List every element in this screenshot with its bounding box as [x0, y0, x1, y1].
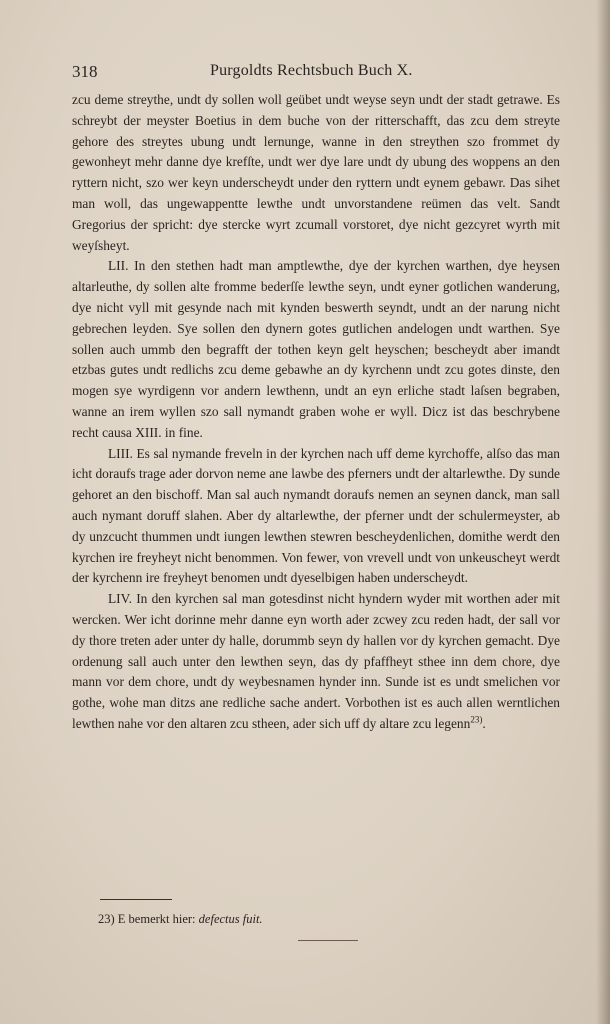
body-text: [72, 90, 560, 735]
paragraph-continuation: zcu deme streythe, undt dy sollen woll geübet undt weyse seyn undt der stadt getrawe. Es schreybt der meyster Boetius in dem buche von der ritterschafft, das zcu dem streyte gehore des streytes ubung undt lernunge, wanne in den streythen szo frommet dy gewonheyt mehr danne dye krefſte, undt wer dye lare undt dy ubung des woppens an den ryttern nicht, szo wer keyn underscheydt under den ryttern undt eynem gebawr. Das sihet man woll, das ungewappentte lewthe undt unvorstandene reümen das velt. Sandt Gregorius der spricht: dye stercke wyrt zcumall vorstoret, dye nicht gezcyret wyrth mit weyſsheyt.: [72, 92, 560, 253]
footnote-reference: 23): [470, 714, 483, 725]
footnote-label: 23) E bemerkt hier:: [98, 912, 196, 926]
footnote: [98, 912, 263, 927]
paragraph-liv-text: LIV. In den kyrchen sal man gotesdinst nicht hyndern wyder mit worthen ader mit wercken. Wer icht dorinne mehr danne eyn worth ader zcwey zcu reden hadt, der sall vor dy thore treten ader unter dy halle, dorummb seyn dy hallen vor dy kyrchen gemacht. Dye ordenung sall auch unter den lewthen seyn, das dy pfaffheyt sthee inn dem chore, dye mann vor dem chore, undt dy weybesnamen hynder inn. Sunde ist es undt smelichen vor gothe, wohe man ditzs ane redliche sache andert. Vorbothen ist es auch allen werntlichen lewthen nahe vor den altaren zcu stheen, ader sich uff dy altare zcu legenn: [72, 591, 560, 731]
page-header: [72, 62, 558, 86]
paragraph-liv: LIV. In den kyrchen sal man gotesdinst nicht hyndern wyder mit worthen ader mit wercken. Wer icht dorinne mehr danne eyn worth ader zcwey zcu reden hadt, der sall vor dy thore treten ader unter dy halle, dorummb seyn dy hallen vor dy kyrchen gemacht. Dye ordenung sall auch unter den lewthen seyn, das dy pfaffheyt sthee inn dem chore, dye mann vor dem chore, undt dy weybesnamen hynder inn. Sunde ist es undt smelichen vor gothe, wohe man ditzs ane redliche sache andert. Vorbothen ist es auch allen werntlichen lewthen nahe vor den altaren zcu stheen, ader sich uff dy altare zcu legenn$^{23)}$.: [72, 591, 560, 731]
bottom-rule: [298, 940, 358, 941]
running-title: Purgoldts Rechtsbuch Buch X.: [210, 62, 413, 79]
paragraph-lii: LII. In den stethen hadt man amptlewthe, dye der kyrchen warthen, dye heysen altarleuthe, dy sollen alte fromme bederſſe lewthe seyn, undt eyner gotlichen wanderung, dye nicht vyll mit gesynde nach mit kynden beswerth seyndt, undt an der narung nicht gebrechen leyden. Sye sollen den dynern gotes gutlichen andelogen undt warthen. Sye sollen auch ummb den begrafft der tothen keyn gelt heyschen; bescheydt aber imandt etzbas gutes undt redlichs zcu deme gebawhe an dy kyrchenn undt zcu gotes dinste, den mogen sye wyrdigenn vor andern lewthenn, undt an eyn erliche stadt laſsen begraben, wanne an irem wyllen szo sall nymandt graben wohe er wyll. Dicz ist das beschrybene recht causa XIII. in fine.: [72, 258, 560, 440]
page-number: 318: [72, 62, 98, 81]
page-edge-shadow: [596, 0, 610, 1024]
footnote-text: defectus fuit.: [198, 912, 263, 926]
paragraph-liii: LIII. Es sal nymande freveln in der kyrchen nach uff deme kyrchoffe, alſso das man icht doraufs trage ader dorvon neme ane lawbe des pferners undt der altarlewthe. Dy sunde gehoret an den bischoff. Man sal auch nymandt doraufs nemen an seynen danck, man sall auch nymant doruff slahen. Aber dy altarlewthe, der pferner undt der schulermeyster, ab dy unzcucht thummen undt iungen lewthen stewren bescheydenlichen, domithe werdt den kyrchen ire freyheyt nicht benommen. Von fewer, von vrevell undt von unkeuscheyt werdt der kyrchenn ire freyheyt benomen undt dyeselbigen haben underscheydt.: [72, 445, 560, 586]
footnote-divider: [100, 899, 172, 900]
